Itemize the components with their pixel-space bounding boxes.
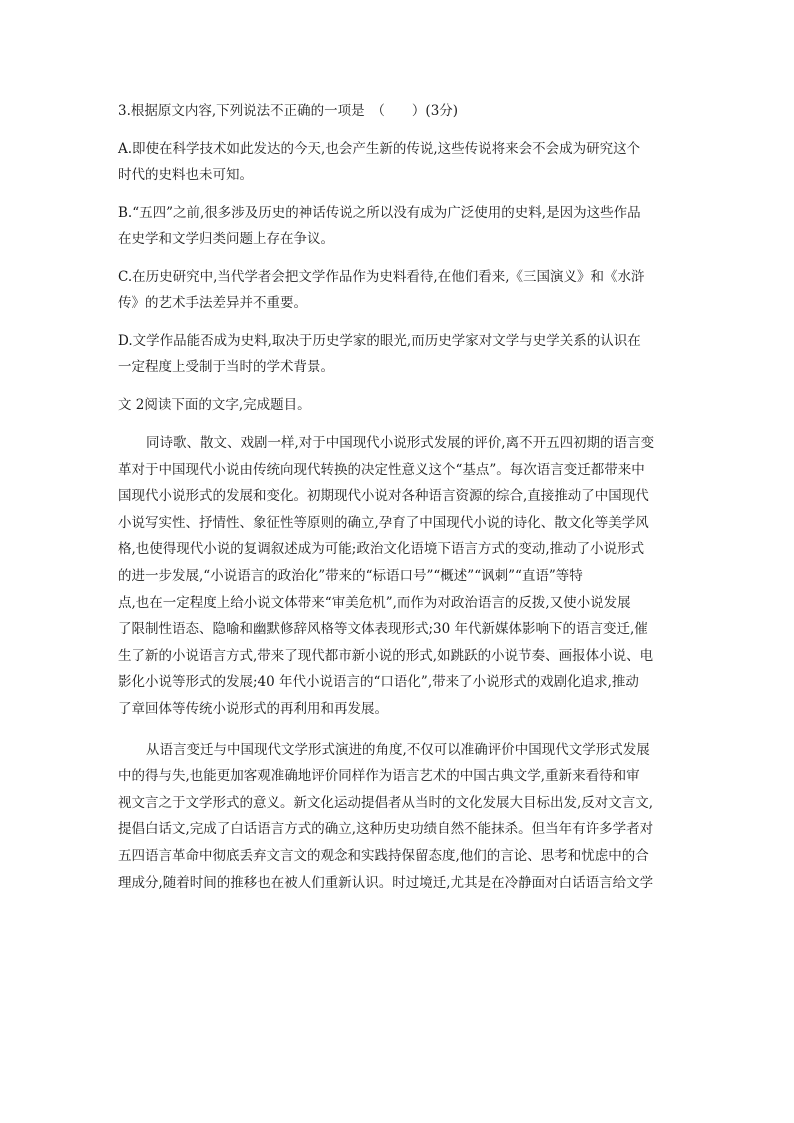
paragraph-1 (118, 430, 678, 723)
option-a-line-2: 时代的史料也未可知。 (118, 167, 253, 183)
paragraph-1-line: 小说写实性、抒情性、象征性等原则的确立,孕育了中国现代小说的诗化、散文化等美学风 (118, 514, 649, 531)
option-b-line-1: B.“五四”之前,很多涉及历史的神话传说之所以没有成为广泛使用的史料,是因为这些作品 (118, 205, 641, 221)
option-c-line-2: 传》的艺术手法差异并不重要。 (118, 295, 307, 311)
option-c-line-1: C.在历史研究中,当代学者会把文学作品作为史料看待,在他们看来,《三国演义》和《水浒 (118, 269, 645, 285)
paragraph-2-line: 五四语言革命中彻底丢弃文言文的观念和实践持保留态度,他们的言论、思考和忧虑中的合 (118, 847, 649, 864)
question-3-title: 3.根据原文内容,下列说法不正确的一项是 （ ）(3分) (118, 103, 459, 119)
paragraph-2-line: 中的得与失,也能更加客观准确地评价同样作为语言艺术的中国古典文学,重新来看待和审 (118, 768, 640, 785)
section-2-heading: 文 2阅读下面的文字,完成题目。 (118, 397, 311, 413)
paragraph-2 (118, 737, 678, 897)
paragraph-2-line: 提倡白话文,完成了白话语言方式的确立,这种历史功绩自然不能抹杀。但当年有许多学者对 (118, 821, 654, 838)
option-c (118, 264, 678, 316)
option-b-line-2: 在史学和文学归类问题上存在争议。 (118, 231, 334, 247)
paragraph-1-line: 生了新的小说语言方式,带来了现代都市新小说的形式,如跳跃的小说节奏、画报体小说、电 (118, 647, 654, 664)
document-page (118, 98, 678, 910)
paragraph-1-line: 的进一步发展,“小说语言的政治化”带来的“标语口号”“概述”“讽刺”“直语”等特 (118, 567, 583, 584)
paragraph-2-line: 理成分,随着时间的推移也在被人们重新认识。时过境迁,尤其是在冷静面对白话语言给文学 (118, 874, 654, 891)
option-b (118, 200, 678, 252)
paragraph-1-line: 革对于中国现代小说由传统向现代转换的决定性意义这个“基点”。每次语言变迁都带来中 (118, 461, 645, 478)
option-d-line-2: 一定程度上受制于当时的学术背景。 (118, 359, 334, 375)
paragraph-2-line: 视文言之于文学形式的意义。新文化运动提倡者从当时的文化发展大目标出发,反对文言文, (118, 794, 654, 811)
option-a (118, 136, 678, 188)
paragraph-1-line: 了章回体等传统小说形式的再利用和再发展。 (118, 700, 388, 717)
option-d-line-1: D.文学作品能否成为史料,取决于历史学家的眼光,而历史学家对文学与史学关系的认识在 (118, 333, 641, 349)
paragraph-2-line: 从语言变迁与中国现代文学形式演进的角度,不仅可以准确评价中国现代文学形式发展 (146, 741, 650, 758)
paragraph-1-line: 点,也在一定程度上给小说文体带来“审美危机”,而作为对政治语言的反拨,又使小说发展 (118, 594, 631, 611)
paragraph-1-line: 影化小说等形式的发展;40 年代小说语言的“口语化”,带来了小说形式的戏剧化追求,推动 (118, 674, 639, 691)
paragraph-1-line: 了限制性语态、隐喻和幽默修辞风格等文体表现形式;30 年代新媒体影响下的语言变迁,催 (118, 621, 648, 638)
paragraph-1-line: 同诗歌、散文、戏剧一样,对于中国现代小说形式发展的评价,离不开五四初期的语言变 (146, 435, 655, 451)
option-a-line-1: A.即使在科学技术如此发达的今天,也会产生新的传说,这些传说将来会不会成为研究这个 (118, 141, 641, 157)
paragraph-1-line: 格,也使得现代小说的复调叙述成为可能;政治文化语境下语言方式的变动,推动了小说形式 (118, 541, 645, 558)
option-d (118, 328, 678, 380)
paragraph-1-line: 国现代小说形式的发展和变化。初期现代小说对各种语言资源的综合,直接推动了中国现代 (118, 488, 649, 505)
